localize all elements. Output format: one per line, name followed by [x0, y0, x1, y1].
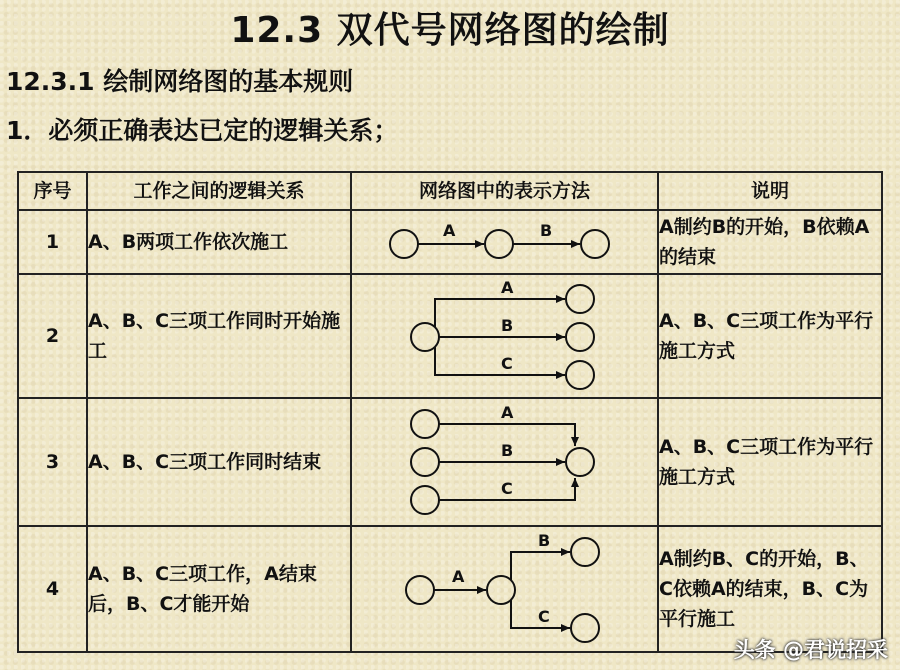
edge-label: B	[500, 441, 513, 460]
edge-label: C	[537, 607, 550, 626]
row-relation: A、B、C三项工作，A结束后，B、C才能开始	[87, 526, 351, 652]
node-circle	[571, 538, 599, 566]
section-heading: 12.3.1 绘制网络图的基本规则	[6, 67, 354, 96]
table-header-row	[18, 172, 882, 210]
header-relation: 工作之间的逻辑关系	[87, 172, 351, 210]
network-diagram-parallel-start	[405, 277, 605, 395]
header-note: 说明	[658, 172, 882, 210]
row-index: 2	[18, 274, 87, 398]
edge-label: B	[500, 316, 513, 335]
node-circle	[566, 361, 594, 389]
node-circle	[487, 576, 515, 604]
node-circle	[566, 285, 594, 313]
node-circle	[411, 448, 439, 476]
row-index: 3	[18, 398, 87, 526]
edge-label: C	[500, 354, 513, 373]
table-row	[18, 210, 882, 274]
row-note: A制约B的开始，B依赖A的结束	[658, 210, 882, 274]
page-title: 12.3 双代号网络图的绘制	[230, 10, 670, 51]
node-circle	[566, 323, 594, 351]
edge-label: A	[442, 221, 455, 240]
rule-heading: 1．必须正确表达已定的逻辑关系；	[6, 116, 399, 145]
row-relation: A、B、C三项工作同时开始施工	[87, 274, 351, 398]
network-diagram-parallel-end	[405, 402, 605, 522]
rules-table	[17, 171, 883, 653]
edge-label: A	[500, 278, 513, 297]
row-diagram	[351, 398, 658, 526]
row-relation: A、B、C三项工作同时结束	[87, 398, 351, 526]
node-circle	[485, 230, 513, 258]
row-note: A制约B、C的开始，B、C依赖A的结束，B、C为平行施工	[658, 526, 882, 652]
edge-arrow	[435, 347, 565, 375]
row-diagram	[351, 526, 658, 652]
node-circle	[581, 230, 609, 258]
node-circle	[411, 323, 439, 351]
edge-label: B	[537, 531, 550, 550]
table-row	[18, 274, 882, 398]
node-circle	[411, 486, 439, 514]
header-index: 序号	[18, 172, 87, 210]
edge-label: B	[539, 221, 552, 240]
header-diagram: 网络图中的表示方法	[351, 172, 658, 210]
node-circle	[566, 448, 594, 476]
network-diagram-sequential	[385, 214, 625, 270]
node-circle	[571, 614, 599, 642]
row-diagram	[351, 210, 658, 274]
edge-label: A	[500, 403, 513, 422]
edge-label: A	[451, 567, 464, 586]
network-diagram-split	[400, 530, 610, 648]
row-note: A、B、C三项工作为平行施工方式	[658, 398, 882, 526]
node-circle	[411, 410, 439, 438]
row-relation: A、B两项工作依次施工	[87, 210, 351, 274]
table-row	[18, 398, 882, 526]
row-note: A、B、C三项工作为平行施工方式	[658, 274, 882, 398]
node-circle	[390, 230, 418, 258]
row-index: 1	[18, 210, 87, 274]
row-diagram	[351, 274, 658, 398]
edge-arrow	[511, 552, 570, 580]
node-circle	[406, 576, 434, 604]
row-index: 4	[18, 526, 87, 652]
edge-label: C	[500, 479, 513, 498]
edge-arrow	[435, 299, 565, 327]
watermark: 头条 @君说招采	[733, 638, 888, 662]
